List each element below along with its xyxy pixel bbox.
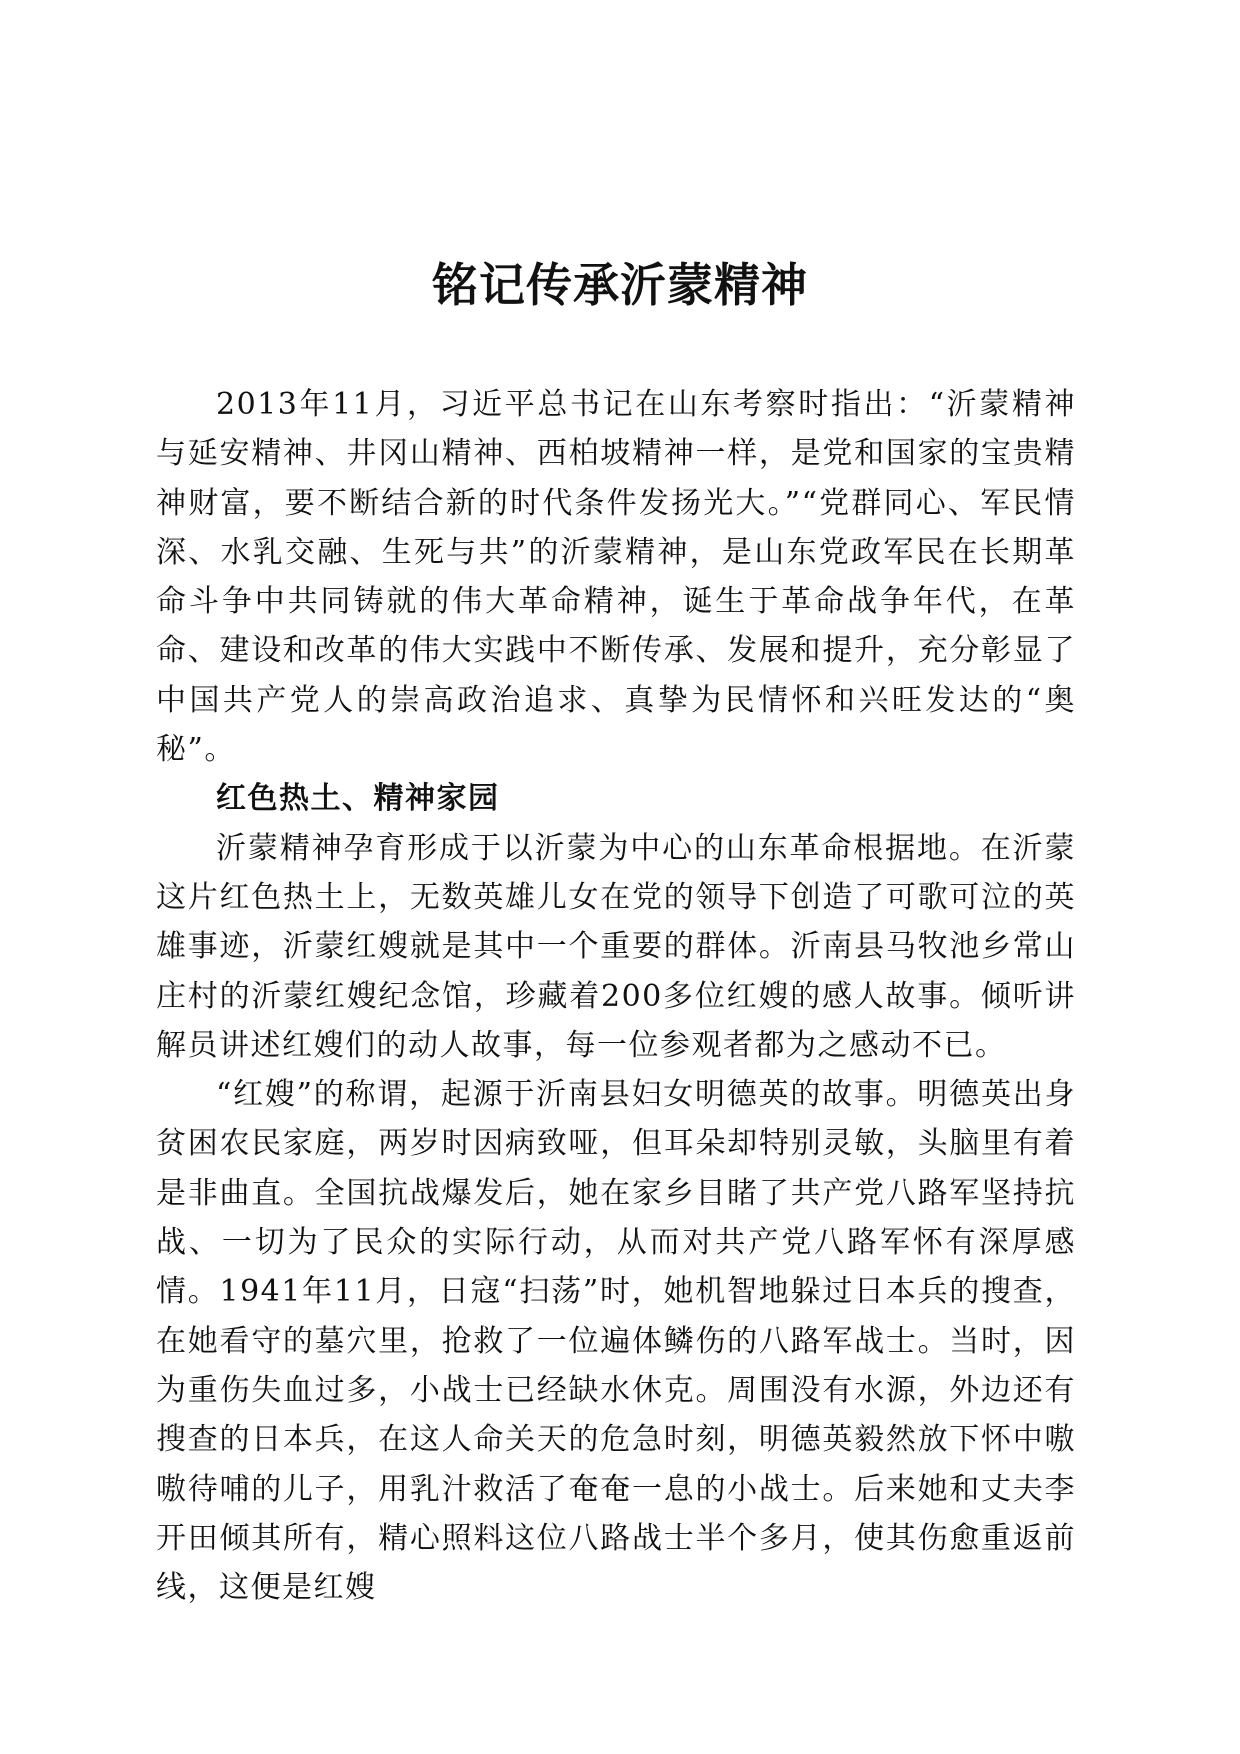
- document-body: [156, 380, 1076, 1612]
- document-title: 铭记传承沂蒙精神: [432, 258, 808, 312]
- section-heading: 红色热土、精神家园: [216, 781, 500, 817]
- intro-paragraph: 2013年11月，习近平总书记在山东考察时指出：“沂蒙精神与延安精神、井冈山精神、西柏坡精神一样，是党和国家的宝贵精神财富，要不断结合新的时代条件发扬光大。”“党群同心、军民情深、水乳交融、生死与共”的沂蒙精神，是山东党政军民在长期革命斗争中共同铸就的伟大革命精神，诞生于革命战争年代，在革命、建设和改革的伟大实践中不断传承、发展和提升，充分彰显了中国共产党人的崇高政治追求、真挚为民情怀和兴旺发达的“奥秘”。: [156, 387, 1076, 768]
- section-paragraph-1: 沂蒙精神孕育形成于以沂蒙为中心的山东革命根据地。在沂蒙这片红色热土上，无数英雄儿女在党的领导下创造了可歌可泣的英雄事迹，沂蒙红嫂就是其中一个重要的群体。沂南县马牧池乡常山庄村的沂蒙红嫂纪念馆，珍藏着200多位红嫂的感人故事。倾听讲解员讲述红嫂们的动人故事，每一位参观者都为之感动不已。: [156, 830, 1076, 1063]
- section-paragraph-2: “红嫂”的称谓，起源于沂南县妇女明德英的故事。明德英出身贫困农民家庭，两岁时因病致哑，但耳朵却特别灵敏，头脑里有着是非曲直。全国抗战爆发后，她在家乡目睹了共产党八路军坚持抗战、一切为了民众的实际行动，从而对共产党八路军怀有深厚感情。1941年11月，日寇“扫荡”时，她机智地躲过日本兵的搜查，在她看守的墓穴里，抢救了一位遍体鳞伤的八路军战士。当时，因为重伤失血过多，小战士已经缺水休克。周围没有水源，外边还有搜查的日本兵，在这人命关天的危急时刻，明德英毅然放下怀中嗷嗷待哺的儿子，用乳汁救活了奄奄一息的小战士。后来她和丈夫李开田倾其所有，精心照料这位八路战士半个多月，使其伤愈重返前线，这便是红嫂: [156, 1077, 1076, 1606]
